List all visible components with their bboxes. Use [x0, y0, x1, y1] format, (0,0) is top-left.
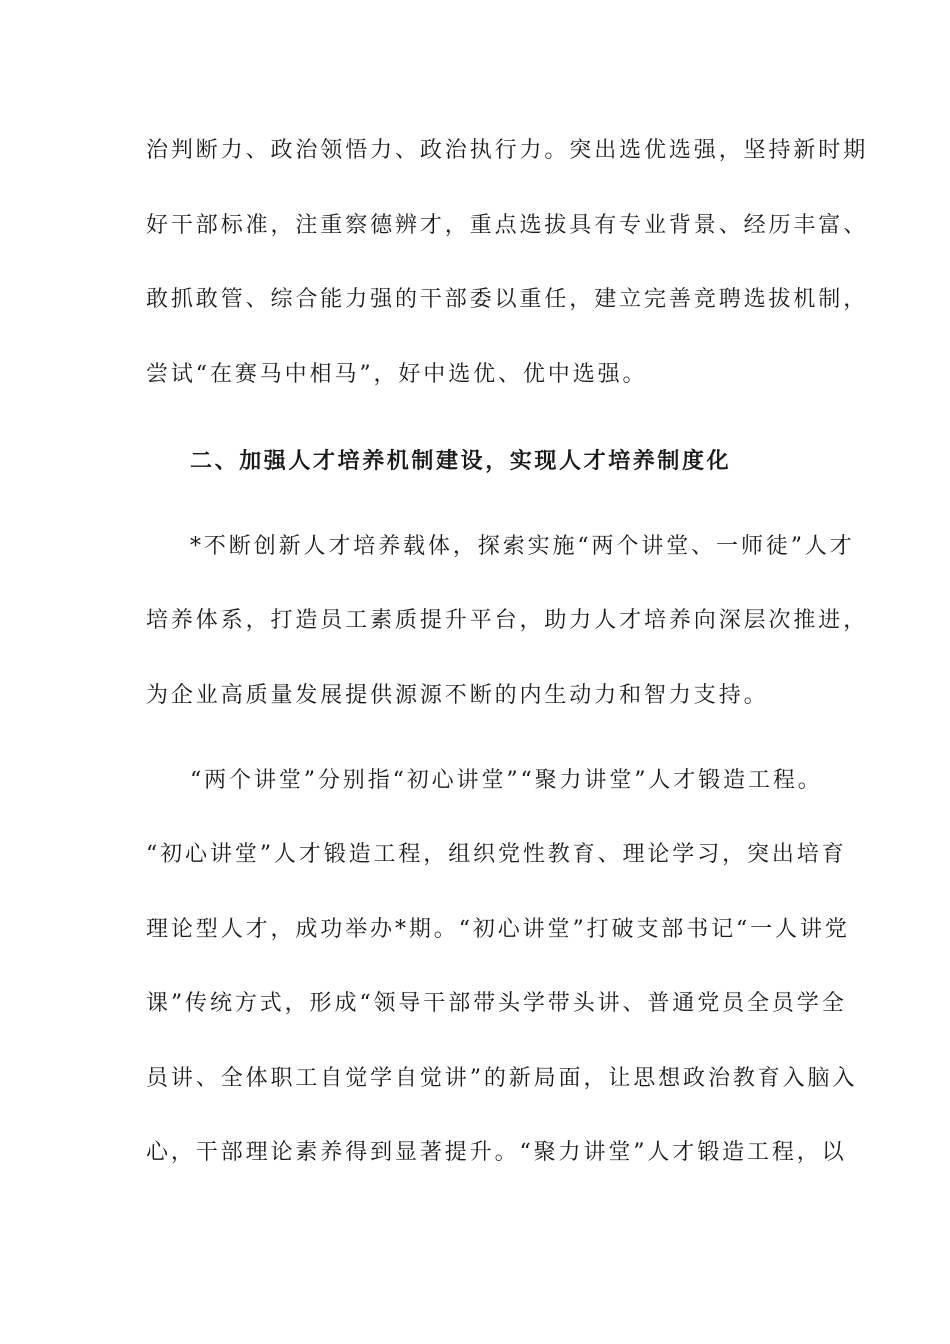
paragraph-1-line-3: 敢抓敢管、综合能力强的干部委以重任，建立完善竞聘选拔机制，	[146, 287, 869, 312]
section-heading: 二、加强人才培养机制建设，实现人才培养制度化	[190, 448, 732, 474]
paragraph-1-line-2: 好干部标准，注重察德辨才，重点选拔具有专业背景、经历丰富、	[146, 213, 869, 238]
paragraph-2-line-3: 为企业高质量发展提供源源不断的内生动力和智力支持。	[146, 683, 769, 708]
paragraph-3-line-5: 员讲、全体职工自觉学自觉讲”的新局面，让思想政治教育入脑入	[146, 1066, 858, 1091]
paragraph-1-line-1: 治判断力、政治领悟力、政治执行力。突出选优选强，坚持新时期	[146, 138, 869, 163]
paragraph-1-line-4: 尝试“在赛马中相马”，好中选优、优中选强。	[146, 362, 648, 387]
paragraph-3-line-1: “两个讲堂”分别指“初心讲堂”“聚力讲堂”人才锻造工程。	[190, 768, 823, 793]
paragraph-3-line-2: “初心讲堂”人才锻造工程，组织党性教育、理论学习，突出培育	[146, 842, 847, 867]
paragraph-2-line-1: *不断创新人才培养载体，探索实施“两个讲堂、一师徒”人才	[190, 534, 855, 559]
paragraph-3-line-6: 心，干部理论素养得到显著提升。“聚力讲堂”人才锻造工程，以	[146, 1140, 847, 1165]
paragraph-3-line-3: 理论型人才，成功举办*期。“初心讲堂”打破支部书记“一人讲党	[146, 917, 850, 942]
paragraph-3-line-4: 课”传统方式，形成“领导干部带头学带头讲、普通党员全员学全	[146, 991, 847, 1016]
paragraph-2-line-2: 培养体系，打造员工素质提升平台，助力人才培养向深层次推进，	[146, 608, 869, 633]
